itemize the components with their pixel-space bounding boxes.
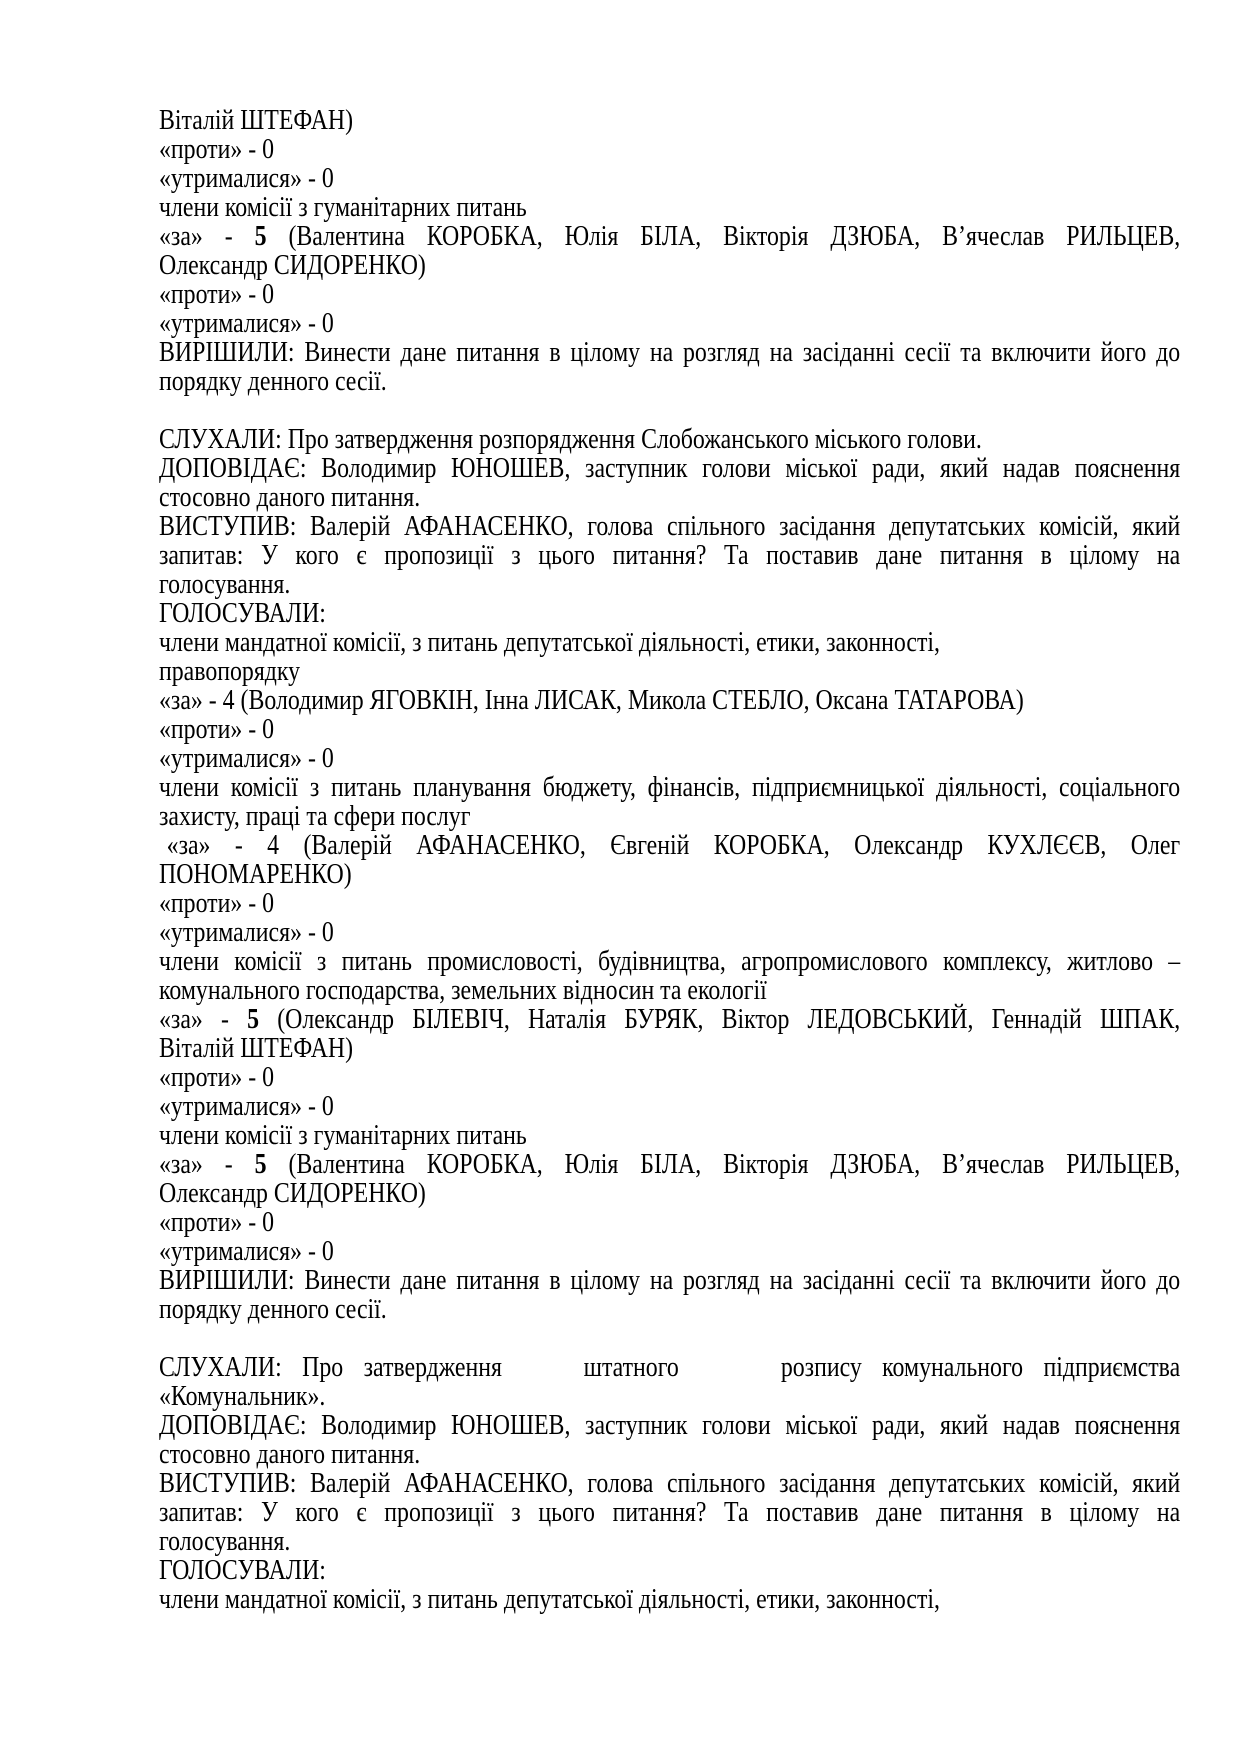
- document-line: члени комісії з гуманітарних питань: [159, 1120, 527, 1151]
- document-line: Віталій ШТЕФАН): [159, 1033, 354, 1064]
- document-line: стосовно даного питання.: [159, 482, 421, 513]
- blank-line: [159, 396, 1180, 425]
- document-line: Олександр СИДОРЕНКО): [159, 250, 426, 281]
- document-line: члени мандатної комісії, з питань депутатської діяльності, етики, законності,: [159, 627, 940, 658]
- document-line: «утрималися» - 0: [159, 1091, 334, 1122]
- document-line: «утрималися» - 0: [159, 308, 334, 339]
- document-line: запитав: У кого є пропозиції з цього питання? Та поставив дане питання в цілому на: [159, 1497, 1181, 1528]
- document-line: «проти» - 0: [159, 279, 275, 310]
- document-line: «проти» - 0: [159, 1062, 275, 1093]
- document-line: «проти» - 0: [159, 714, 275, 745]
- document-line: члени мандатної комісії, з питань депутатської діяльності, етики, законності,: [159, 1584, 940, 1615]
- document-line: [159, 1005, 1180, 1034]
- text-segment: (Олександр БІЛЕВІЧ, Наталія БУРЯК, Віктор ЛЕДОВСЬКИЙ, Геннадій ШПАК,: [259, 1004, 1181, 1035]
- document-line: «за» - 4 (Валерій АФАНАСЕНКО, Євгеній КОРОБКА, Олександр КУХЛЄЄВ, Олег: [166, 830, 1181, 861]
- bold-text-segment: 5: [247, 1004, 260, 1035]
- blank-line: [159, 1324, 1180, 1353]
- document-line: «утрималися» - 0: [159, 743, 334, 774]
- document-line: правопорядку: [159, 656, 301, 687]
- bold-text-segment: 5: [254, 221, 267, 252]
- document-line: комунального господарства, земельних відносин та екології: [159, 975, 767, 1006]
- text-segment: (Валентина КОРОБКА, Юлія БІЛА, Вікторія ДЗЮБА, В’ячеслав РИЛЬЦЕВ,: [266, 221, 1181, 252]
- bold-text-segment: 5: [254, 1149, 267, 1180]
- document-line: Віталій ШТЕФАН): [159, 105, 354, 136]
- document-line: Олександр СИДОРЕНКО): [159, 1178, 426, 1209]
- document-line: ГОЛОСУВАЛИ:: [159, 598, 326, 629]
- document-line: голосування.: [159, 569, 291, 600]
- document-line: ВИРІШИЛИ: Винести дане питання в цілому на розгляд на засіданні сесії та включити його до: [159, 1265, 1181, 1296]
- document-line: ГОЛОСУВАЛИ:: [159, 1555, 326, 1586]
- document-line: голосування.: [159, 1526, 291, 1557]
- document-line: захисту, праці та сфери послуг: [159, 801, 471, 832]
- document-line: СЛУХАЛИ: Про затвердження штатного розпису комунального підприємства: [159, 1352, 1181, 1383]
- document-line: «проти» - 0: [159, 134, 275, 165]
- document-line: «утрималися» - 0: [159, 1236, 334, 1267]
- text-segment: «за» -: [159, 1004, 248, 1035]
- document-line: порядку денного сесії.: [159, 1294, 387, 1325]
- document-line: члени комісії з гуманітарних питань: [159, 192, 527, 223]
- document-line: «проти» - 0: [159, 1207, 275, 1238]
- document-line: ВИСТУПИВ: Валерій АФАНАСЕНКО, голова спільного засідання депутатських комісій, який: [159, 511, 1181, 542]
- document-line: запитав: У кого є пропозиції з цього питання? Та поставив дане питання в цілому на: [159, 540, 1181, 571]
- document-line: члени комісії з питань планування бюджету, фінансів, підприємницької діяльності, соціального: [159, 772, 1181, 803]
- document-line: ДОПОВІДАЄ: Володимир ЮНОШЕВ, заступник голови міської ради, який надав пояснення: [159, 1410, 1181, 1441]
- document-line: «утрималися» - 0: [159, 917, 334, 948]
- text-segment: (Валентина КОРОБКА, Юлія БІЛА, Вікторія ДЗЮБА, В’ячеслав РИЛЬЦЕВ,: [266, 1149, 1181, 1180]
- document-content: [159, 106, 1180, 1614]
- document-line: порядку денного сесії.: [159, 366, 387, 397]
- document-line: стосовно даного питання.: [159, 1439, 421, 1470]
- document-line: ВИСТУПИВ: Валерій АФАНАСЕНКО, голова спільного засідання депутатських комісій, який: [159, 1468, 1181, 1499]
- document-line: члени комісії з питань промисловості, будівництва, агропромислового комплексу, житлово –: [159, 946, 1181, 977]
- document-line: ДОПОВІДАЄ: Володимир ЮНОШЕВ, заступник голови міської ради, який надав пояснення: [159, 453, 1181, 484]
- document-line: ВИРІШИЛИ: Винести дане питання в цілому на розгляд на засіданні сесії та включити його до: [159, 337, 1181, 368]
- document-line: «утрималися» - 0: [159, 163, 334, 194]
- text-segment: «за» -: [159, 221, 255, 252]
- document-line: СЛУХАЛИ: Про затвердження розпорядження Слобожанського міського голови.: [159, 424, 982, 455]
- document-line: [159, 1150, 1180, 1179]
- document-line: «за» - 4 (Володимир ЯГОВКІН, Інна ЛИСАК, Микола СТЕБЛО, Оксана ТАТАРОВА): [159, 685, 1024, 716]
- document-line: «проти» - 0: [159, 888, 275, 919]
- document-line: [159, 222, 1180, 251]
- document-line: ПОНОМАРЕНКО): [159, 859, 352, 890]
- text-segment: «за» -: [159, 1149, 255, 1180]
- document-line: «Комунальник».: [159, 1381, 326, 1412]
